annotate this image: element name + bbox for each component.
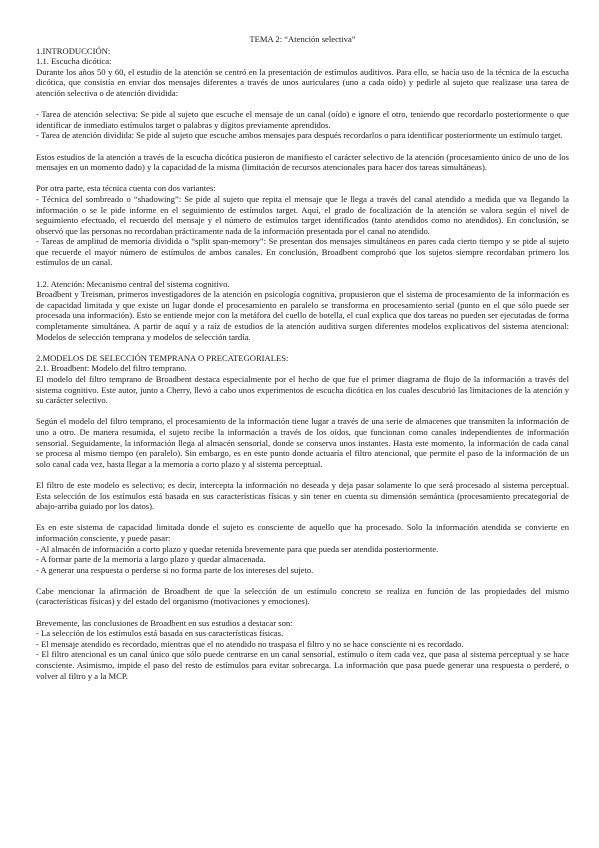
paragraph: Broadbent y Treisman, primeros investigadores de la atención en psicología cognitiva, propusieron que el sistema de procesamiento de la información es de capacidad limitada y que existe un lugar donde el procesamiento en paralelo se transforma en procesamiento serial (punto en el que sólo puede ser procesada una información). Esto se entiende mejor con la metáfora del cuello de botella, el cual explica que dos tareas no pueden ser ejecutadas de forma completamente simultánea. A partir de aquí y a raíz de estudios de la atención auditiva surgen diferentes modelos explicativos del sistema atencional: Modelos de selección temprana y modelos de selección tardía.: [36, 289, 569, 342]
section-heading-modelos: 2.MODELOS DE SELECCIÓN TEMPRANA O PRECATEGORIALES:: [36, 352, 289, 363]
list-item: - El filtro atencional es un canal único que sólo puede centrarse en un canal sensorial, estímulo o ítem cada vez, que pasa al sistema perceptual y se hace consciente. Asimismo, impide el paso del resto de estímulos para evitar sobrecarga. La información que pasa puede generar una respuesta o perderé, o volver al filtro y a la MCP.: [36, 649, 569, 681]
section-heading-introduccion: 1.INTRODUCCIÓN:: [36, 45, 111, 56]
paragraph: Estos estudios de la atención a través de la escucha dicótica pusieron de manifiesto el carácter selectivo de la atención (procesamiento único de uno de los mensajes en un momento dado) y la capacidad de la misma (limitación de recursos atencionales para hacer dos tareas simultáneas).: [36, 151, 569, 173]
subsection-heading-atencion: 1.2. Atención: Mecanismo central del sistema cognitivo.: [36, 278, 230, 289]
list-item: - Tarea de atención dividida: Se pide al sujeto que escuche ambos mensajes para después recordarlos o para identificar posteriormente un estímulo target.: [36, 130, 563, 141]
list-item: - La selección de los estímulos está basada en sus características físicas.: [36, 628, 284, 639]
list-item: - A generar una respuesta o perderse si no forma parte de los intereses del sujeto.: [36, 564, 314, 575]
list-item: - Técnica del sombreado o “shadowing”: Se pide al sujeto que repita el mensaje que le llega a través del canal atendido a medida que va llegando la información o se le pide informe en el seguimiento de estímulos target. Aquí, el grado de focalización de la atención se valora según el nivel de seguimiento efectuado, el recuerdo del mensaje y el número de estímulos target identificados (tanto atendidos como no atendidos). En conclusión, se observó que las personas no recordaban prácticamente nada de la información presentada por el canal no atendido.: [36, 193, 569, 236]
list-item: - El mensaje atendido es recordado, mientras que el no atendido no traspasa el filtro y no se hace consciente ni es recordado.: [36, 638, 464, 649]
paragraph: El filtro de este modelo es selectivo; es decir, intercepta la información no deseada y deja pasar solamente lo que será procesado al sistema perceptual. Esta selección de los estímulos está basada en sus características físicas y sin tener en cuenta su dimensión semántica (procesamiento precategorial de abajo-arriba guiado por los datos).: [36, 479, 569, 512]
paragraph: Según el modelo del filtro temprano, el procesamiento de la información tiene lugar a través de una serie de almacenes que transmiten la información de uno a otro. De manera resumida, el sujeto recibe la información a través de los oídos, que funcionan como canales independientes de información sensorial. Seguidamente, la información llega al almacén sensorial, donde se conserva unos instantes. Hasta este momento, la información de cada canal se procesa al mismo tiempo (en paralelo). Sin embargo, es en este punto donde actuaría el filtro atencional, que permite el paso de la información de un solo canal cada vez, hasta llegar a la memoria a corto plazo y al sistema perceptual.: [36, 416, 569, 469]
paragraph: Durante los años 50 y 60, el estudio de la atención se centró en la presentación de estímulos auditivos. Para ello, se hacía uso de la técnica de la escucha dicótica, que consistía en enviar dos mensajes diferentes a través de unos auriculares (uno a cada oído) y pedirle al sujeto que realizase una tarea de atención selectiva o de atención dividida:: [36, 66, 569, 98]
paragraph: Cabe mencionar la afirmación de Broadbent de que la selección de un estímulo concreto se realiza en función de las propiedades del mismo (características físicas) y del estado del organismo (motivaciones y emociones).: [36, 585, 569, 607]
list-item: - Tareas de amplitud de memoria dividida o “split span-memory”: Se presentan dos mensajes simultáneos en pares cada cierto tiempo y se pide al sujeto que recuerde el mayor número de estímulos de ambos canales. En conclusión, Broadbent comprobó que los sujetos siempre recordaban primero los estímulos de un canal.: [36, 236, 569, 268]
paragraph: Es en este sistema de capacidad limitada donde el sujeto es consciente de aquello que ha procesado. Solo la información atendida se convierte en información consciente, y puede pasar:: [36, 522, 569, 543]
subsection-heading-broadbent: 2.1. Broadbent: Modelo del filtro temprano.: [36, 363, 187, 374]
list-item: - A formar parte de la memoria a largo plazo y quedar almacenada.: [36, 554, 266, 565]
list-item: - Al almacén de información a corto plazo y quedar retenida brevemente para que pueda ser atendida posteriormente.: [36, 543, 439, 554]
paragraph: El modelo del filtro temprano de Broadbent destaca especialmente por el hecho de que fue el primer diagrama de flujo de la información a través del sistema cognitivo. Este autor, junto a Cherry, llevó a cabo unos experimentos de escucha dicótica en los cuales descubrió las limitaciones de la atención y su carácter selectivo.: [36, 374, 569, 406]
paragraph: Por otra parte, esta técnica cuenta con dos variantes:: [36, 183, 216, 194]
list-item: - Tarea de atención selectiva: Se pide al sujeto que escuche el mensaje de un canal (oído) e ignore el otro, teniendo que recordarlo posteriormente o que identificar de inmediato estímulos target o palabras y dígitos previamente aprendidos.: [36, 109, 569, 130]
subsection-heading-escucha-dicotica: 1.1. Escucha dicótica:: [36, 56, 112, 67]
document-title: TEMA 2: “Atención selectiva”: [249, 34, 356, 44]
paragraph: Brevemente, las conclusiones de Broadbent en sus estudios a destacar son:: [36, 617, 293, 628]
